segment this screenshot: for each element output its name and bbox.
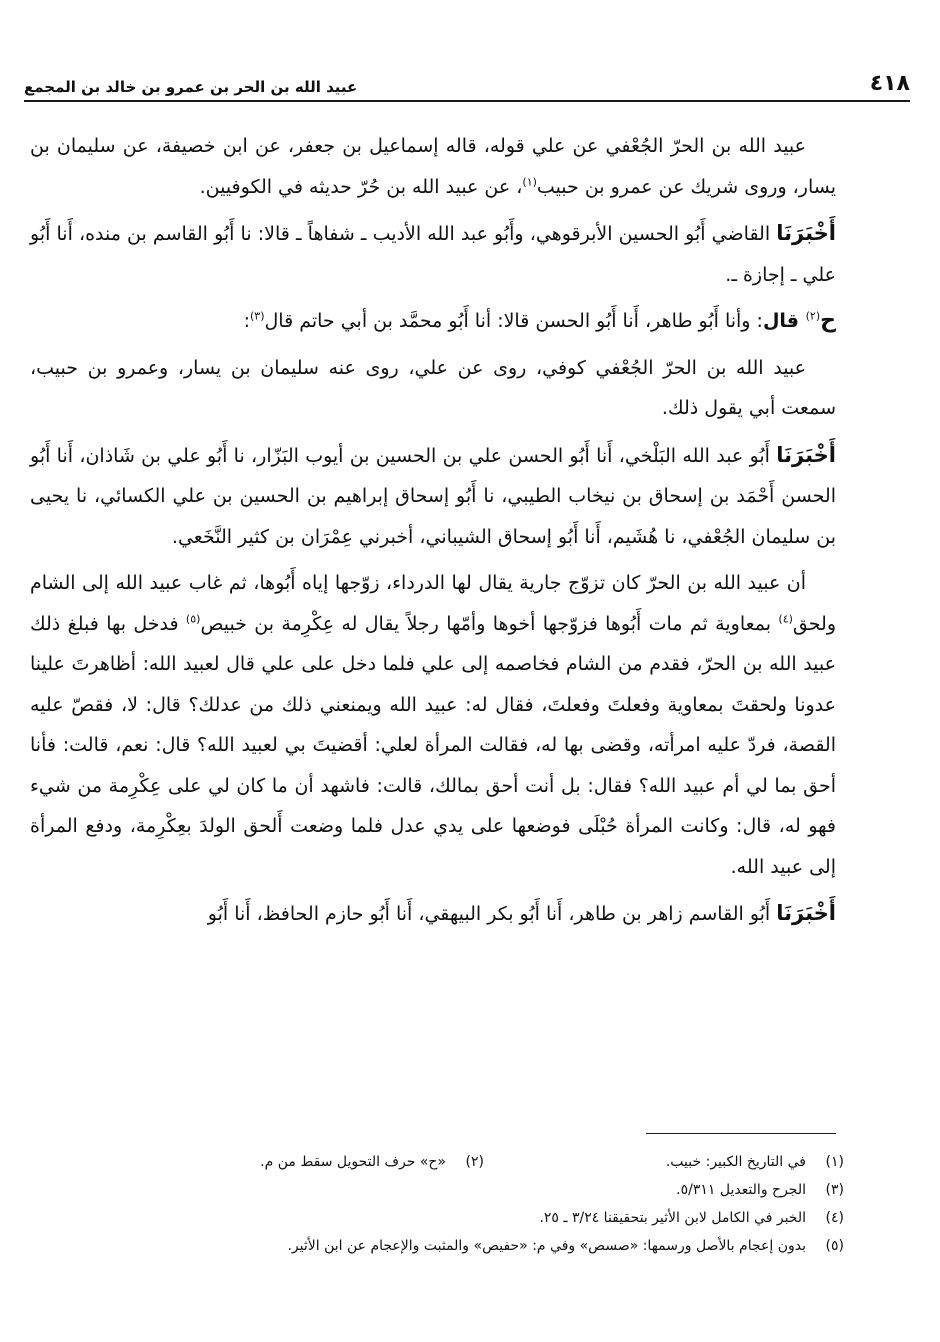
footnote-3 <box>30 1176 844 1204</box>
footnote-row <box>30 1148 844 1176</box>
paragraph-3 <box>30 301 836 342</box>
paragraph-3-text: : وأنا أَبُو طاهر، أَنا أَبُو الحسن قالا: أنا أَبُو محمَّد بن أبي حاتم قال <box>264 310 763 332</box>
akhbarana-lead: أَخْبَرَنَا <box>776 901 836 925</box>
footnote-number: (٥) <box>825 1238 844 1254</box>
running-title: عبيد الله بن الحر بن عمرو بن خالد بن المجمع <box>24 78 358 96</box>
paragraph-7 <box>30 893 836 935</box>
footnote-ref-5[interactable]: (٥) <box>185 612 201 626</box>
akhbarana-lead: أَخْبَرَنَا <box>776 221 836 245</box>
footnote-text: بدون إعجام بالأصل ورسمها: «صسص» وفي م: «حفيص» والمثبت والإعجام عن ابن الأثير. <box>287 1238 806 1254</box>
paragraph-6-text-a: أن عبيد الله بن الحرّ كان تزوّج جارية يقال لها الدرداء، زوّجها إياه أَبُوها، ثم غاب عبيد الله إلى الشام ولحق <box>30 572 836 635</box>
footnote-number: (٢) <box>465 1154 484 1170</box>
footnote-ref-1[interactable]: (١) <box>522 175 537 189</box>
paragraph-2-text: القاضي أَبُو الحسين الأبرقوهي، وأَبُو عبد الله الأديب ـ شفاهاً ـ قالا: نا أَبُو القاسم بن منده، أَنا أَبُو علي ـ إجازة ـ. <box>30 223 836 286</box>
footnote-ref-3[interactable]: (٣) <box>249 309 265 323</box>
footnote-text: الجرح والتعديل ٥/٣١١. <box>676 1182 806 1198</box>
tahwil-marker: ح <box>820 308 836 333</box>
footnote-ref-4[interactable]: (٤) <box>778 612 793 626</box>
paragraph-6-text-c: فدخل بها فبلغ ذلك عبيد الله بن الحرّ، فقدم من الشام فخاصمه إلى علي فلما دخل على علي قال لعبيد الله: أظاهرتَ علينا عدونا ولحقتَ بمعاوية وفعلتَ وفعلتَ، فقال له: عبيد الله ويمنعني ذلك من عدلك؟ قال: لا، فقصّ عليه القصة، فردّ عليه امرأته، وقضى بها له، فقالت المرأة لعلي: أقضيتَ بي لعبيد الله؟ قال: نعم، قالت: فأنا أحق بما لي أم عبيد الله؟ فقال: بل أنت أحق بمالك، قالت: فاشهد أن ما كان لي على عِكْرِمة من شيء فهو له، قال: وكانت المرأة حُبْلَى فوضعها على يدي عدل فلما وضعت أَلحق الولدَ بعِكْرِمة، ودفع المرأة إلى عبيد الله. <box>30 612 836 878</box>
footnote-2 <box>260 1148 484 1176</box>
footnote-text: «ح» حرف التحويل سقط من م. <box>260 1154 446 1170</box>
footnote-text: في التاريخ الكبير: خبيب. <box>665 1154 806 1170</box>
paragraph-6 <box>30 563 836 887</box>
main-text <box>30 126 836 941</box>
paragraph-7-text: أَبُو القاسم زاهر بن طاهر، أَنا أَبُو بكر البيهقي، أَنا أَبُو حازم الحافظ، أَنا أَبُو <box>207 903 777 925</box>
running-header <box>24 62 910 102</box>
footnote-5 <box>30 1232 844 1260</box>
paragraph-6-text-b: بمعاوية ثم مات أَبُوها فزوّجها أخوها وأمّها رجلاً يقال له عِكْرِمة بن خبيص <box>200 612 779 635</box>
footnote-number: (١) <box>825 1154 844 1170</box>
footnotes <box>30 1148 844 1260</box>
footnote-divider <box>646 1133 836 1134</box>
paragraph-1-tail: ، عن عبيد الله بن حُرّ حديثه في الكوفيين. <box>199 175 523 198</box>
footnote-text: الخبر في الكامل لابن الأثير بتحقيقنا ٣/٢٤ ـ ٢٥. <box>539 1210 806 1226</box>
qala-word: قال <box>762 310 806 332</box>
paragraph-4-text: عبيد الله بن الحرّ الجُعْفي كوفي، روى عن علي، روى عنه سليمان بن يسار، وعمرو بن حبيب، سمعت أبي يقول ذلك. <box>30 356 836 419</box>
footnote-ref-2[interactable]: (٢) <box>805 309 821 323</box>
footnote-number: (٣) <box>825 1182 844 1198</box>
page-number: ٤١٨ <box>869 71 910 96</box>
paragraph-1-text: عبيد الله بن الحرّ الجُعْفي عن علي قوله، قاله إسماعيل بن جعفر، عن ابن خصيفة، عن سليمان بن يسار، وروى شريك عن عمرو بن حبيب <box>30 135 836 198</box>
paragraph-4 <box>30 348 836 429</box>
footnote-4 <box>30 1204 844 1232</box>
footnote-number: (٤) <box>825 1210 844 1226</box>
paragraph-5-text: أَبُو عبد الله البَلْخي، أَنا أَبُو الحسن علي بن الحسين بن أيوب البَزّار، نا أَبُو علي بن شَاذان، أَنا أَبُو الحسن أَحْمَد بن إسحاق بن نيخاب الطيبي، نا أَبُو إسحاق إبراهيم بن الحسين بن علي الكسائي، نا يحيى بن سليمان الجُعْفي، نا هُشَيم، أَنا أَبُو إسحاق الشيباني، أخبرني عِمْرَان بن كثير النَّخَعي. <box>30 444 836 548</box>
akhbarana-lead: أَخْبَرَنَا <box>776 442 836 467</box>
paragraph-5 <box>30 435 836 558</box>
paragraph-1 <box>30 126 836 207</box>
paragraph-2 <box>30 213 836 295</box>
paragraph-3-tail: : <box>243 310 250 332</box>
footnote-1 <box>514 1148 844 1176</box>
